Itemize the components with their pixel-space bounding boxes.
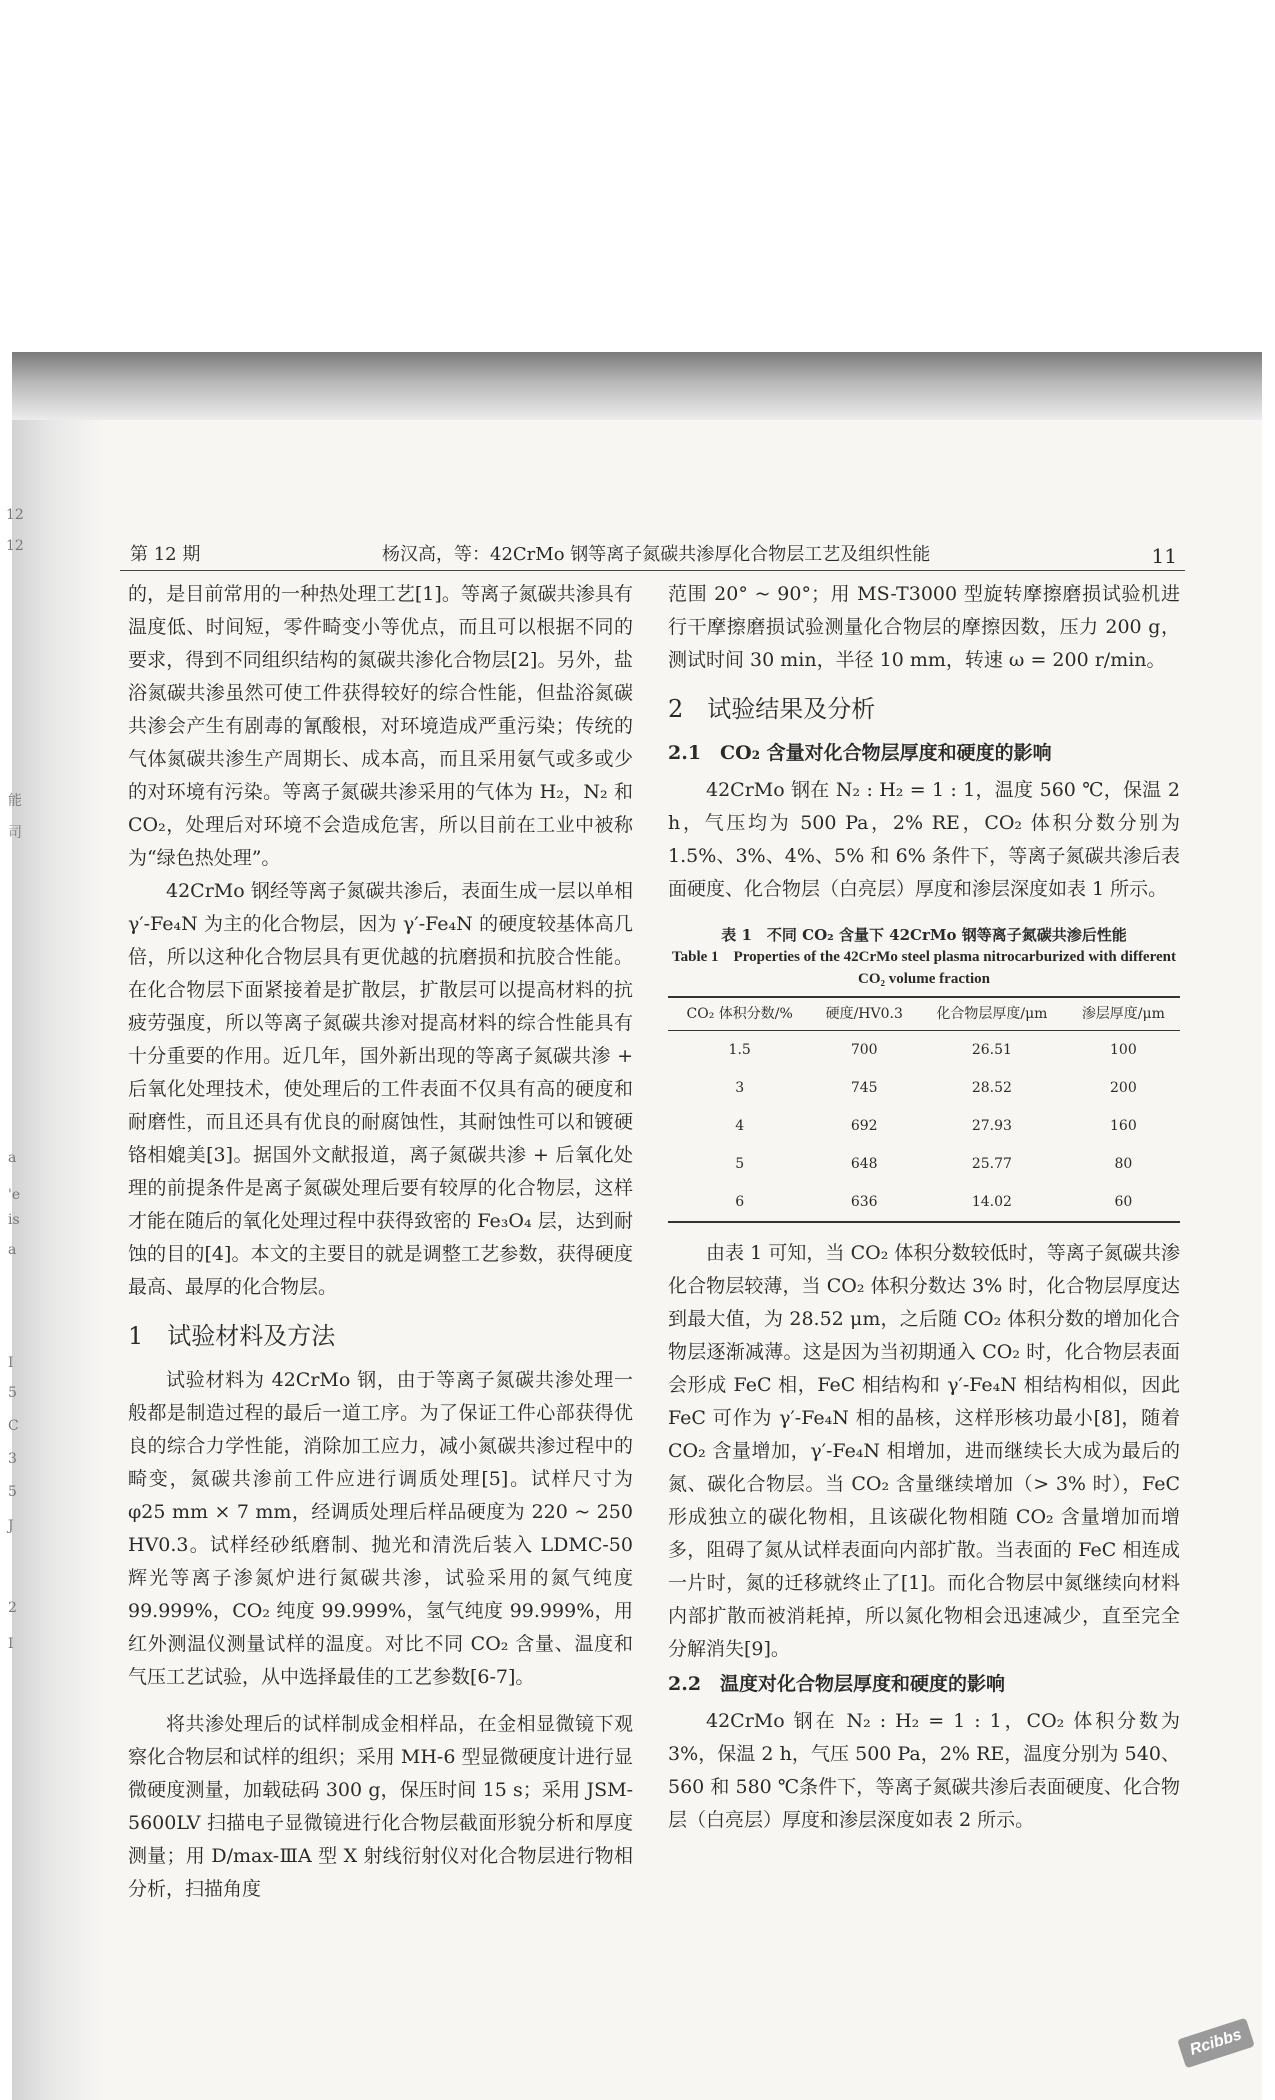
margin-mark: a xyxy=(8,1242,17,1258)
table-header-cell: 硬度/HV0.3 xyxy=(811,997,917,1031)
table-cell: 3 xyxy=(735,1080,745,1096)
paragraph: 由表 1 可知，当 CO₂ 体积分数较低时，等离子氮碳共渗化合物层较薄，当 CO₂ 体积分数达 3% 时，化合物层厚度达到最大值，为 28.52 μm，之后随 CO₂ 体积分数的增加化合物层逐渐减薄。这是因为当初期通入 CO₂ 时，化合物层表面会形成 FeC 相，FeC 相结构和 γ′-Fe₄N 相结构相似，因此 FeC 可作为 γ′-Fe₄N 相的晶核，这样形核功最小[8]，随着 CO₂ 含量增加，γ′-Fe₄N 相增加，进而继续长大成为最后的氮、碳化合物层。当 CO₂ 含量继续增加（> 3% 时），FeC 形成独立的碳化物相，且该碳化物相随 CO₂ 含量增加而增多，阻碍了氮从试样表面向内部扩散。当表面的 FeC 相连成一片时，氮的迁移就终止了[1]。而化合物层中氮继续向材料内部扩散而被消耗掉，所以氮化物相会迅速减少，直至完全分解消失[9]。 xyxy=(668,1242,1180,1660)
page-number: 11 xyxy=(1151,544,1177,568)
section-heading: 1 试验材料及方法 xyxy=(128,1322,336,1350)
paragraph: 42CrMo 钢经等离子氮碳共渗后，表面生成一层以单相 γ′-Fe₄N 为主的化合物层，因为 γ′-Fe₄N 的硬度较基体高几倍，所以这种化合物层具有更优越的抗磨损和抗胶合性能。在化合物层下面紧接着是扩散层，扩散层可以提高材料的抗疲劳强度，所以等离子氮碳共渗对提高材料的综合性能具有十分重要的作用。近几年，国外新出现的等离子氮碳共渗 + 后氧化处理技术，使处理后的工件表面不仅具有高的硬度和耐磨性，而且还具有优良的耐腐蚀性，其耐蚀性可以和镀硬铬相媲美[3]。据国外文献报道，离子氮碳共渗 + 后氧化处理的前提条件是离子氮碳处理后要有较厚的化合物层，这样才能在随后的氧化处理过程中获得致密的 Fe₃O₄ 层，达到耐蚀的目的[4]。本文的主要目的就是调整工艺参数，获得硬度最高、最厚的化合物层。 xyxy=(128,880,633,1298)
table-cell: 100 xyxy=(1110,1042,1137,1058)
table-header-cell: 渗层厚度/μm xyxy=(1067,997,1180,1031)
left-column xyxy=(128,578,633,1906)
subsection-heading: 2.2 温度对化合物层厚度和硬度的影响 xyxy=(668,1673,1006,1695)
margin-mark: 司 xyxy=(8,825,22,841)
table-caption-cn: 表 1 不同 CO₂ 含量下 42CrMo 钢等离子氮碳共渗后性能 xyxy=(721,926,1127,944)
table-caption-en: Table 1 Properties of the 42CrMo steel plasma nitrocarburized with different CO₂ volume fraction xyxy=(672,949,1176,987)
table-cell: 28.52 xyxy=(971,1080,1012,1096)
table-cell: 27.93 xyxy=(971,1118,1012,1134)
paragraph: 将共渗处理后的试样制成金相样品，在金相显微镜下观察化合物层和试样的组织；采用 MH-6 型显微硬度计进行显微硬度测量，加载砝码 300 g，保压时间 15 s；采用 JSM-5600LV 扫描电子显微镜进行化合物层截面形貌分析和厚度测量；用 D/max-ⅢA 型 X 射线衍射仪对化合物层进行物相分析，扫描角度 xyxy=(128,1713,633,1900)
table-row xyxy=(668,1069,1180,1107)
subsection-heading: 2.1 CO₂ 含量对化合物层厚度和硬度的影响 xyxy=(668,742,1052,764)
paragraph: 范围 20° ~ 90°；用 MS-T3000 型旋转摩擦磨损试验机进行干摩擦磨损试验测量化合物层的摩擦因数，压力 200 g，测试时间 30 min，半径 10 mm，转速 ω = 200 r/min。 xyxy=(668,583,1180,671)
paragraph: 42CrMo 钢在 N₂ : H₂ = 1 : 1，温度 560 ℃，保温 2 h，气压均为 500 Pa，2% RE，CO₂ 体积分数分别为 1.5%、3%、4%、5% 和 6% 条件下，等离子氮碳共渗后表面硬度、化合物层（白亮层）厚度和渗层深度如表 1 所示。 xyxy=(668,779,1180,900)
margin-mark: 5 xyxy=(8,1484,17,1500)
section-heading: 2 试验结果及分析 xyxy=(668,695,876,723)
margin-mark: 3 xyxy=(8,1451,17,1467)
table-cell: 700 xyxy=(850,1042,878,1058)
table-cell: 692 xyxy=(850,1118,878,1134)
margin-mark: 2 xyxy=(8,1600,17,1616)
table-cell: 60 xyxy=(1067,1183,1180,1222)
margin-mark: J xyxy=(8,1518,14,1534)
table-header-cell: CO₂ 体积分数/% xyxy=(668,997,811,1031)
table-cell: 26.51 xyxy=(971,1042,1012,1058)
binding-gutter xyxy=(12,420,102,2100)
table-row xyxy=(668,1107,1180,1145)
paragraph: 的，是目前常用的一种热处理工艺[1]。等离子氮碳共渗具有温度低、时间短，零件畸变小等优点，而且可以根据不同的要求，得到不同组织结构的氮碳共渗化合物层[2]。另外，盐浴氮碳共渗虽然可使工件获得较好的综合性能，但盐浴氮碳共渗会产生有剧毒的氰酸根，对环境造成严重污染；传统的气体氮碳共渗生产周期长、成本高，而且采用氨气或多或少的对环境有污染。等离子氮碳共渗采用的气体为 H₂，N₂ 和 CO₂，处理后对环境不会造成危害，所以目前在工业中被称为“绿色热处理”。 xyxy=(128,583,633,869)
margin-mark: 5 xyxy=(8,1385,17,1401)
paragraph: 试验材料为 42CrMo 钢，由于等离子氮碳共渗处理一般都是制造过程的最后一道工序。为了保证工件心部获得优良的综合力学性能，消除加工应力，减小氮碳共渗过程中的畸变，氮碳共渗前工件应进行调质处理[5]。试样尺寸为 φ25 mm × 7 mm，经调质处理后样品硬度为 220 ~ 250 HV0.3。试样经砂纸磨制、抛光和清洗后装入 LDMC-50 辉光等离子渗氮炉进行氮碳共渗，试验采用的氮气纯度 99.999%，CO₂ 纯度 99.999%，氢气纯度 99.999%，用红外测温仪测量试样的温度。对比不同 CO₂ 含量、温度和气压工艺试验，从中选择最佳的工艺参数[6-7]。 xyxy=(128,1369,633,1688)
issue-label: 第 12 期 xyxy=(130,544,201,565)
margin-mark: a xyxy=(8,1150,17,1166)
table-cell: 636 xyxy=(811,1183,917,1222)
scan-shadow-band xyxy=(12,352,1262,420)
table-cell: 200 xyxy=(1110,1080,1137,1096)
margin-mark: 12 xyxy=(6,538,24,554)
watermark-logo: Rcibbs xyxy=(1177,2018,1255,2069)
table-cell: 4 xyxy=(735,1118,745,1134)
table-cell: 1.5 xyxy=(728,1042,751,1058)
margin-mark: 能 xyxy=(8,793,22,809)
table-header-cell: 化合物层厚度/μm xyxy=(917,997,1067,1031)
table-cell: 648 xyxy=(850,1156,878,1172)
table-cell: 25.77 xyxy=(971,1156,1012,1172)
table-cell: 14.02 xyxy=(917,1183,1067,1222)
paragraph: 42CrMo 钢在 N₂ : H₂ = 1 : 1，CO₂ 体积分数为 3%，保温 2 h，气压 500 Pa，2% RE，温度分别为 540、560 和 580 ℃条件下，等离子氮碳共渗后表面硬度、化合物层（白亮层）厚度和渗层深度如表 2 所示。 xyxy=(668,1710,1180,1831)
margin-mark: C xyxy=(8,1418,19,1434)
running-header xyxy=(120,540,1185,571)
margin-mark: 12 xyxy=(6,507,24,523)
table-cell: 745 xyxy=(850,1080,878,1096)
table-caption xyxy=(668,924,1180,990)
table-cell: 5 xyxy=(735,1156,745,1172)
margin-mark: I xyxy=(8,1636,14,1652)
margin-mark: 'e xyxy=(8,1187,21,1203)
table-cell: 6 xyxy=(668,1183,811,1222)
running-title: 杨汉高，等：42CrMo 钢等离子氮碳共渗厚化合物层工艺及组织性能 xyxy=(382,544,931,565)
table-cell: 80 xyxy=(1114,1156,1133,1172)
margin-mark: is xyxy=(8,1212,20,1228)
table-row xyxy=(668,1145,1180,1183)
table-row xyxy=(668,1031,1180,1070)
right-column xyxy=(668,578,1180,1837)
data-table xyxy=(668,996,1180,1223)
table-cell: 160 xyxy=(1110,1118,1137,1134)
margin-mark: I xyxy=(8,1355,14,1371)
table-row xyxy=(668,1183,1180,1222)
